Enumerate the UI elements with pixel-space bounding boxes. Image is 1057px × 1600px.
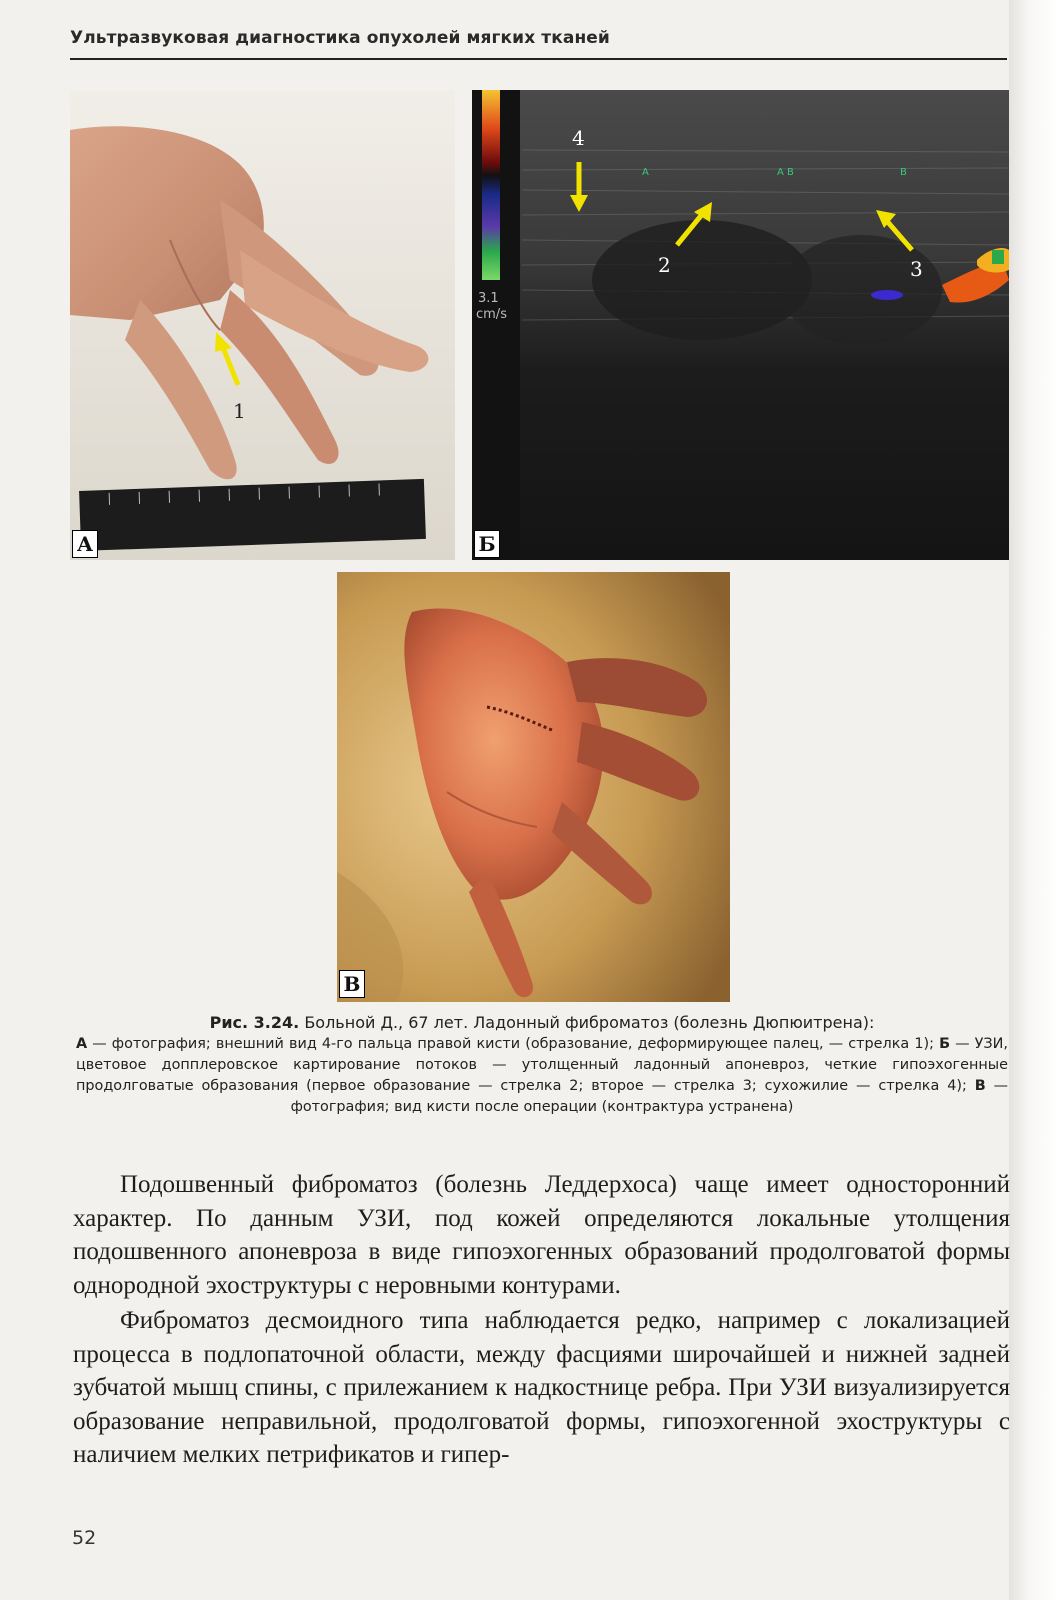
caption-part-b-text: — УЗИ, цветовое допплеровское картирование потоков — утолщенный ладонный апоневроз, четкие гипоэхогенные продолговатые образования (первое образование — стрелка 2; второе — стрелка 3; сухожилие — стрелка 4); [76,1036,1008,1094]
figure-b-ultrasound [472,90,1009,560]
figure-a-label: А [72,530,98,558]
caption-title-line [76,1012,1008,1033]
marker-ab: A B [777,167,794,178]
arrow-3-label: 3 [910,257,923,281]
scale-value: 3.1 [478,291,499,306]
figure-b-label: Б [474,530,500,558]
paragraph: Подошвенный фиброматоз (болезнь Леддерхоса) чаще имеет односторонний характер. По данным УЗИ, под кожей определяются локальные утолщения подошвенного апоневроза в виде гипоэхогенных образований продолговатой формы однородной эхоструктуры с неровными контурами. [73,1171,1010,1299]
scale-unit: cm/s [476,307,507,322]
caption-body [76,1034,1008,1118]
postop-hand-illustration [337,572,730,1002]
caption-part-b-label: Б [939,1036,951,1052]
figure-caption [76,1012,1008,1118]
caption-number: Рис. 3.24. [209,1013,300,1032]
body-text [73,1168,1010,1472]
paragraph: Фиброматоз десмоидного типа наблюдается редко, например с локализацией процесса в подлопаточной области, между фасциями широчайшей и нижней задней зубчатой мышц спины, с прилежанием к надкостнице ребра. При УЗИ визуализируется образование неправильной, продолговатой формы, гипоэхогенной эхоструктуры с наличием мелких петрификатов и гипер- [73,1307,1010,1468]
arrow-4-label: 4 [572,126,585,150]
figure-v-photo [337,572,730,1002]
figure-a-photo [70,90,455,560]
caption-part-v-text: — фотография; вид кисти после операции (контрактура устранена) [290,1078,1009,1115]
arrow-1-label: 1 [233,399,246,423]
caption-part-v-label: В [974,1078,986,1094]
caption-title: Больной Д., 67 лет. Ладонный фиброматоз (болезнь Дюпюитрена): [304,1013,875,1032]
header-rule [70,58,1007,60]
marker-a: A [642,167,649,178]
figure-v-label: В [339,970,365,998]
caption-part-a-text: — фотография; внешний вид 4-го пальца правой кисти (образование, деформирующее палец, — стрелка 1); [87,1036,940,1052]
running-header: Ультразвуковая диагностика опухолей мягких тканей [70,28,610,48]
arrow-2-label: 2 [658,253,671,277]
hand-photo-illustration [70,90,455,560]
caption-part-a-label: А [76,1036,88,1052]
page-number: 52 [72,1527,97,1549]
ultrasound-image [472,90,1009,560]
marker-b: B [900,167,907,178]
page-edge-shadow [1009,0,1057,1600]
